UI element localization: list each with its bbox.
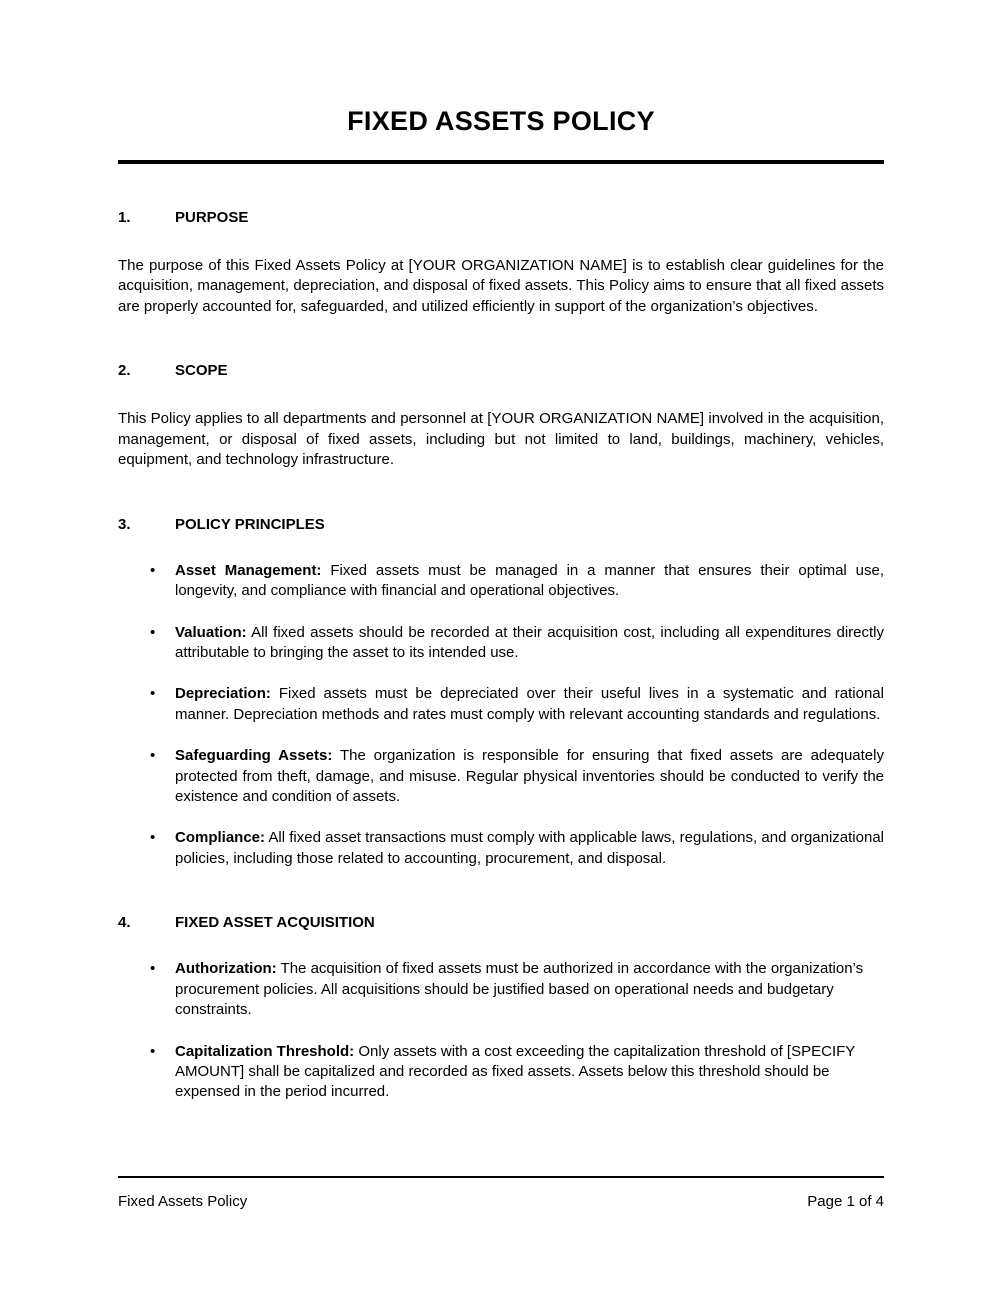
bullet-icon: • bbox=[150, 829, 156, 847]
list-item-text: All fixed asset transactions must comply with applicable laws, regulations, and organizational policies, including those related to accounting, procurement, and disposal. bbox=[175, 829, 884, 867]
section-title: PURPOSE bbox=[175, 208, 249, 226]
section-policy-principles bbox=[118, 515, 884, 870]
footer-row bbox=[118, 1192, 884, 1212]
section-number: 1. bbox=[118, 208, 131, 226]
list-item-text: The acquisition of fixed assets must be authorized in accordance with the organization’s procurement policies. All acquisitions should be justified based on operational needs and budgetary constraints. bbox=[175, 960, 864, 1019]
bullet-icon: • bbox=[150, 623, 156, 641]
section-fixed-asset-acquisition bbox=[118, 913, 884, 1103]
fixed-asset-acquisition-list bbox=[118, 959, 884, 1102]
section-number: 3. bbox=[118, 515, 131, 533]
list-item-text: Fixed assets must be depreciated over their useful lives in a systematic and rational manner. Depreciation methods and rates must comply with relevant accounting standards and regulations. bbox=[175, 685, 884, 723]
section-title: FIXED ASSET ACQUISITION bbox=[175, 914, 375, 932]
footer-divider bbox=[118, 1176, 884, 1178]
list-item bbox=[118, 561, 884, 602]
list-item-label: Compliance: bbox=[175, 829, 266, 847]
bullet-icon: • bbox=[150, 561, 156, 579]
bullet-icon: • bbox=[150, 685, 156, 703]
list-item-text: Only assets with a cost exceeding the capitalization threshold of [SPECIFY AMOUNT] shall be capitalized and recorded as fixed assets. Assets below this threshold should be expensed in the period incurred. bbox=[175, 1042, 856, 1101]
list-item-text: All fixed assets should be recorded at their acquisition cost, including all expenditures directly attributable to bringing the asset to its intended use. bbox=[175, 623, 884, 661]
list-item bbox=[118, 684, 884, 725]
list-item-text: Fixed assets must be managed in a manner that ensures their optimal use, longevity, and compliance with financial and operational objectives. bbox=[175, 561, 885, 600]
section-heading bbox=[118, 361, 884, 381]
bullet-icon: • bbox=[150, 1042, 156, 1060]
section-heading bbox=[118, 913, 884, 933]
document-body bbox=[118, 0, 884, 1119]
list-item bbox=[118, 623, 884, 664]
section-paragraph: This Policy applies to all departments and personnel at [YOUR ORGANIZATION NAME] involved in the acquisition, management, or disposal of fixed assets, including but not limited to land, buildings, machinery, vehicles, equipment, and technology infrastructure. bbox=[118, 410, 884, 469]
footer-document-name: Fixed Assets Policy bbox=[118, 1193, 248, 1210]
policy-principles-list bbox=[118, 561, 884, 869]
title-divider bbox=[118, 160, 884, 164]
section-purpose bbox=[118, 208, 884, 317]
page-footer bbox=[118, 1176, 884, 1212]
list-item-text: The organization is responsible for ensuring that fixed assets are adequately protected from theft, damage, and misuse. Regular physical inventories should be conducted to verify the existence and condition of assets. bbox=[175, 747, 884, 805]
list-item bbox=[118, 959, 884, 1020]
list-item-label: Asset Management: bbox=[175, 561, 322, 579]
footer-page-number: Page 1 of 4 bbox=[807, 1193, 884, 1210]
list-item bbox=[118, 746, 884, 807]
section-title: POLICY PRINCIPLES bbox=[175, 515, 325, 533]
list-item bbox=[118, 1042, 884, 1103]
section-heading bbox=[118, 208, 884, 228]
list-item-label: Depreciation: bbox=[175, 685, 271, 703]
list-item-label: Safeguarding Assets: bbox=[175, 747, 333, 765]
section-paragraph: The purpose of this Fixed Assets Policy at [YOUR ORGANIZATION NAME] is to establish clear guidelines for the acquisition, management, depreciation, and disposal of fixed assets. This Policy aims to ensure that all fixed assets are properly accounted for, safeguarded, and utilized efficiently in support of the organization’s objectives. bbox=[118, 256, 884, 315]
section-number: 4. bbox=[118, 914, 131, 932]
page-title: FIXED ASSETS POLICY bbox=[347, 106, 655, 136]
list-item bbox=[118, 828, 884, 869]
section-scope bbox=[118, 361, 884, 470]
section-number: 2. bbox=[118, 362, 131, 380]
list-item-label: Valuation: bbox=[175, 623, 247, 641]
bullet-icon: • bbox=[150, 960, 156, 978]
list-item-label: Authorization: bbox=[175, 960, 277, 978]
section-title: SCOPE bbox=[175, 362, 228, 380]
list-item-label: Capitalization Threshold: bbox=[175, 1042, 355, 1060]
bullet-icon: • bbox=[150, 747, 156, 765]
section-heading bbox=[118, 515, 884, 535]
